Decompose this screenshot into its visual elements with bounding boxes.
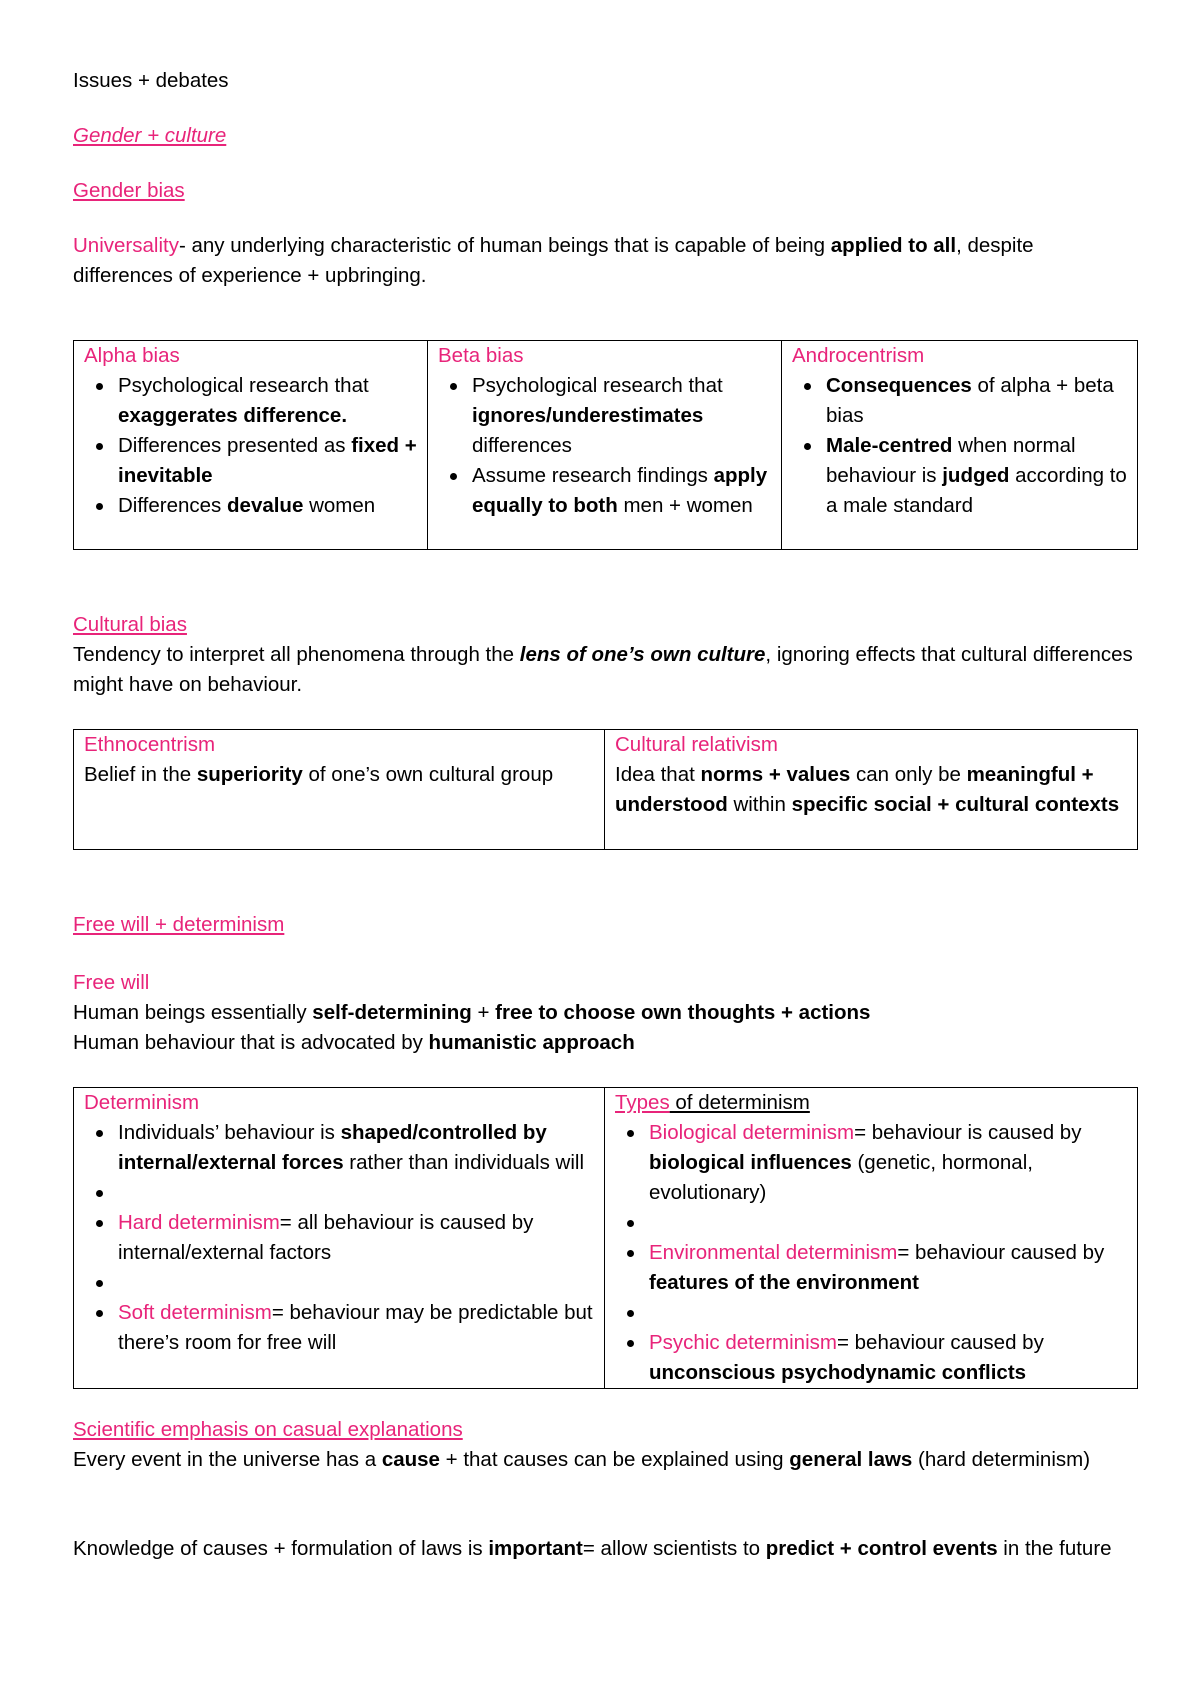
determinism-table: [73, 1087, 1138, 1389]
list-item: Male-centred when normal behaviour is judged according to a male standard: [826, 431, 1129, 521]
list-item: Psychological research that ignores/underestimates differences: [472, 371, 773, 461]
list-item: Assume research findings apply equally to both men + women: [472, 461, 773, 521]
cultural-table: [73, 729, 1138, 850]
determinism-cell: [74, 1088, 605, 1389]
heading-free-will-determinism: Free will + determinism: [73, 913, 285, 936]
cultural-relativism-cell: [605, 730, 1138, 850]
list-item: Consequences of alpha + beta bias: [826, 371, 1129, 431]
spacer: [118, 1268, 596, 1298]
scientific-paragraph-2: Knowledge of causes + formulation of laws is important= allow scientists to predict + control events in the future: [73, 1537, 1112, 1560]
list-item: Psychic determinism= behaviour caused by unconscious psychodynamic conflicts: [649, 1328, 1129, 1388]
alpha-bias-title: Alpha bias: [84, 344, 180, 367]
heading-free-will: Free will: [73, 971, 150, 994]
androcentrism-cell: [782, 341, 1138, 550]
beta-bias-title: Beta bias: [438, 344, 524, 367]
list-item: Individuals’ behaviour is shaped/controlled by internal/external forces rather than individuals will: [118, 1118, 596, 1178]
types-determinism-cell: [605, 1088, 1138, 1389]
scientific-paragraph-1: Every event in the universe has a cause + that causes can be explained using general laws (hard determinism): [73, 1448, 1091, 1471]
spacer: [118, 1178, 596, 1208]
heading-gender-culture: Gender + culture: [73, 124, 227, 147]
alpha-bias-list: [84, 371, 419, 521]
spacer: [649, 1298, 1129, 1328]
cultural-bias-emphasis: lens of one’s own culture: [519, 643, 766, 666]
cultural-relativism-title: Cultural relativism: [615, 733, 778, 756]
gender-bias-table: [73, 340, 1138, 550]
universality-paragraph: [73, 231, 1137, 291]
list-item: Environmental determinism= behaviour caused by features of the environment: [649, 1238, 1129, 1298]
ethnocentrism-cell: [74, 730, 605, 850]
cultural-relativism-text: Idea that norms + values can only be meaningful + understood within specific social + cultural contexts: [615, 763, 1120, 816]
list-item: Soft determinism= behaviour may be predictable but there’s room for free will: [118, 1298, 596, 1358]
ethnocentrism-title: Ethnocentrism: [84, 733, 216, 756]
universality-bold: applied to all: [830, 234, 957, 257]
free-will-line-2: Human behaviour that is advocated by humanistic approach: [73, 1031, 635, 1054]
heading-cultural-bias: Cultural bias: [73, 613, 187, 636]
ethnocentrism-text: Belief in the superiority of one’s own cultural group: [84, 763, 554, 786]
beta-bias-list: [438, 371, 773, 521]
list-item: Differences presented as fixed + inevitable: [118, 431, 419, 491]
determinism-title: Determinism: [84, 1091, 200, 1114]
universality-term: Universality: [73, 234, 179, 257]
doc-title: Issues + debates: [73, 69, 229, 92]
list-item: Psychological research that exaggerates difference.: [118, 371, 419, 431]
determinism-list: [84, 1118, 596, 1358]
types-determinism-list: [615, 1118, 1129, 1388]
list-item: Biological determinism= behaviour is caused by biological influences (genetic, hormonal, evolutionary): [649, 1118, 1129, 1208]
list-item: Differences devalue women: [118, 491, 419, 521]
alpha-bias-cell: [74, 341, 428, 550]
free-will-line-1: Human beings essentially self-determining + free to choose own thoughts + actions: [73, 1001, 871, 1024]
list-item: Hard determinism= all behaviour is caused by internal/external factors: [118, 1208, 596, 1268]
androcentrism-list: [792, 371, 1129, 521]
heading-gender-bias: Gender bias: [73, 179, 185, 202]
universality-text-1: - any underlying characteristic of human beings that is capable of being: [178, 234, 831, 257]
types-determinism-title: Types of determinism: [615, 1091, 810, 1114]
universality-text-2: , despite differences of experience + upbringing.: [73, 234, 1034, 287]
spacer: [649, 1208, 1129, 1238]
beta-bias-cell: [428, 341, 782, 550]
cultural-bias-paragraph: Tendency to interpret all phenomena through the lens of one’s own culture, ignoring effects that cultural differences might have on behaviour.: [73, 643, 1133, 696]
androcentrism-title: Androcentrism: [792, 344, 925, 367]
heading-scientific-emphasis: Scientific emphasis on casual explanations: [73, 1418, 463, 1441]
